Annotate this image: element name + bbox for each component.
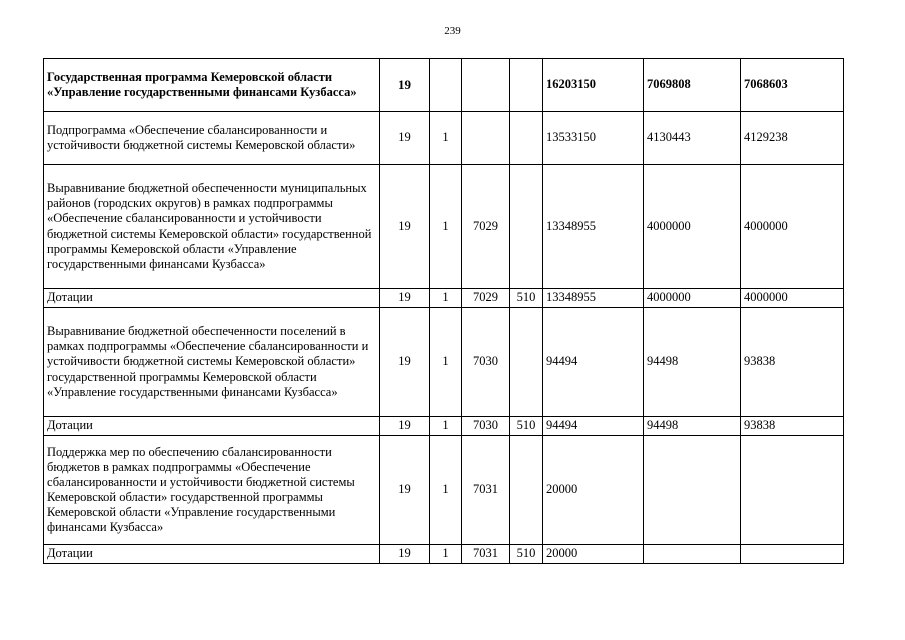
- cell-amount-year3: 4000000: [741, 289, 844, 308]
- cell-direction: [462, 112, 510, 165]
- cell-subprogram: 1: [430, 436, 462, 545]
- table-row: [44, 545, 844, 564]
- cell-expense-type: [510, 436, 543, 545]
- cell-expense-type: [510, 308, 543, 417]
- cell-amount-year2: [644, 545, 741, 564]
- cell-direction: 7029: [462, 289, 510, 308]
- cell-amount-year1: 13348955: [543, 289, 644, 308]
- cell-subprogram: 1: [430, 417, 462, 436]
- table-row: [44, 165, 844, 289]
- cell-subprogram: [430, 59, 462, 112]
- cell-amount-year3: 4000000: [741, 165, 844, 289]
- cell-subprogram: 1: [430, 112, 462, 165]
- cell-amount-year3: 93838: [741, 308, 844, 417]
- cell-grbs: 19: [380, 289, 430, 308]
- table-row: [44, 289, 844, 308]
- cell-expense-type: [510, 165, 543, 289]
- table-row: [44, 59, 844, 112]
- table-row: [44, 436, 844, 545]
- cell-amount-year2: [644, 436, 741, 545]
- cell-amount-year3: [741, 545, 844, 564]
- cell-amount-year2: 4000000: [644, 289, 741, 308]
- cell-expense-type: 510: [510, 545, 543, 564]
- cell-direction: 7030: [462, 308, 510, 417]
- cell-direction: 7030: [462, 417, 510, 436]
- row-name: Выравнивание бюджетной обеспеченности муниципальных районов (городских округов) в рамках подпрограммы «Обеспечение сбалансированности и устойчивости бюджетной системы Кемеровской области» государственной программы Кемеровской области «Управление государственными финансами Кузбасса»: [44, 165, 380, 289]
- cell-subprogram: 1: [430, 308, 462, 417]
- page-number: 239: [444, 25, 461, 37]
- cell-amount-year1: 16203150: [543, 59, 644, 112]
- cell-grbs: 19: [380, 417, 430, 436]
- row-name: Дотации: [44, 417, 380, 436]
- table-row: [44, 417, 844, 436]
- cell-expense-type: [510, 59, 543, 112]
- cell-subprogram: 1: [430, 545, 462, 564]
- cell-amount-year1: 94494: [543, 417, 644, 436]
- cell-amount-year2: 7069808: [644, 59, 741, 112]
- table-row: [44, 308, 844, 417]
- cell-amount-year1: 13348955: [543, 165, 644, 289]
- cell-amount-year2: 4000000: [644, 165, 741, 289]
- cell-grbs: 19: [380, 59, 430, 112]
- cell-amount-year3: [741, 436, 844, 545]
- cell-amount-year1: 20000: [543, 436, 644, 545]
- row-name: Дотации: [44, 545, 380, 564]
- cell-subprogram: 1: [430, 165, 462, 289]
- cell-grbs: 19: [380, 308, 430, 417]
- cell-direction: 7029: [462, 165, 510, 289]
- row-name: Подпрограмма «Обеспечение сбалансированности и устойчивости бюджетной системы Кемеровской области»: [44, 112, 380, 165]
- cell-amount-year3: 4129238: [741, 112, 844, 165]
- cell-expense-type: [510, 112, 543, 165]
- budget-table: [43, 58, 844, 564]
- cell-direction: 7031: [462, 545, 510, 564]
- row-name: Государственная программа Кемеровской области «Управление государственными финансами Кузбасса»: [44, 59, 380, 112]
- row-name: Дотации: [44, 289, 380, 308]
- cell-amount-year3: 7068603: [741, 59, 844, 112]
- cell-amount-year1: 94494: [543, 308, 644, 417]
- row-name: Выравнивание бюджетной обеспеченности поселений в рамках подпрограммы «Обеспечение сбалансированности и устойчивости бюджетной системы Кемеровской области» государственной программы Кемеровской области «Управление государственными финансами Кузбасса»: [44, 308, 380, 417]
- cell-subprogram: 1: [430, 289, 462, 308]
- cell-amount-year1: 13533150: [543, 112, 644, 165]
- cell-amount-year2: 94498: [644, 308, 741, 417]
- cell-grbs: 19: [380, 545, 430, 564]
- cell-grbs: 19: [380, 436, 430, 545]
- cell-amount-year3: 93838: [741, 417, 844, 436]
- cell-expense-type: 510: [510, 417, 543, 436]
- cell-amount-year2: 94498: [644, 417, 741, 436]
- cell-grbs: 19: [380, 165, 430, 289]
- cell-expense-type: 510: [510, 289, 543, 308]
- cell-amount-year2: 4130443: [644, 112, 741, 165]
- cell-amount-year1: 20000: [543, 545, 644, 564]
- row-name: Поддержка мер по обеспечению сбалансированности бюджетов в рамках подпрограммы «Обеспечение сбалансированности и устойчивости бюджетной системы Кемеровской области» государственной программы Кемеровской области «Управление государственными финансами Кузбасса»: [44, 436, 380, 545]
- cell-grbs: 19: [380, 112, 430, 165]
- cell-direction: [462, 59, 510, 112]
- cell-direction: 7031: [462, 436, 510, 545]
- table-row: [44, 112, 844, 165]
